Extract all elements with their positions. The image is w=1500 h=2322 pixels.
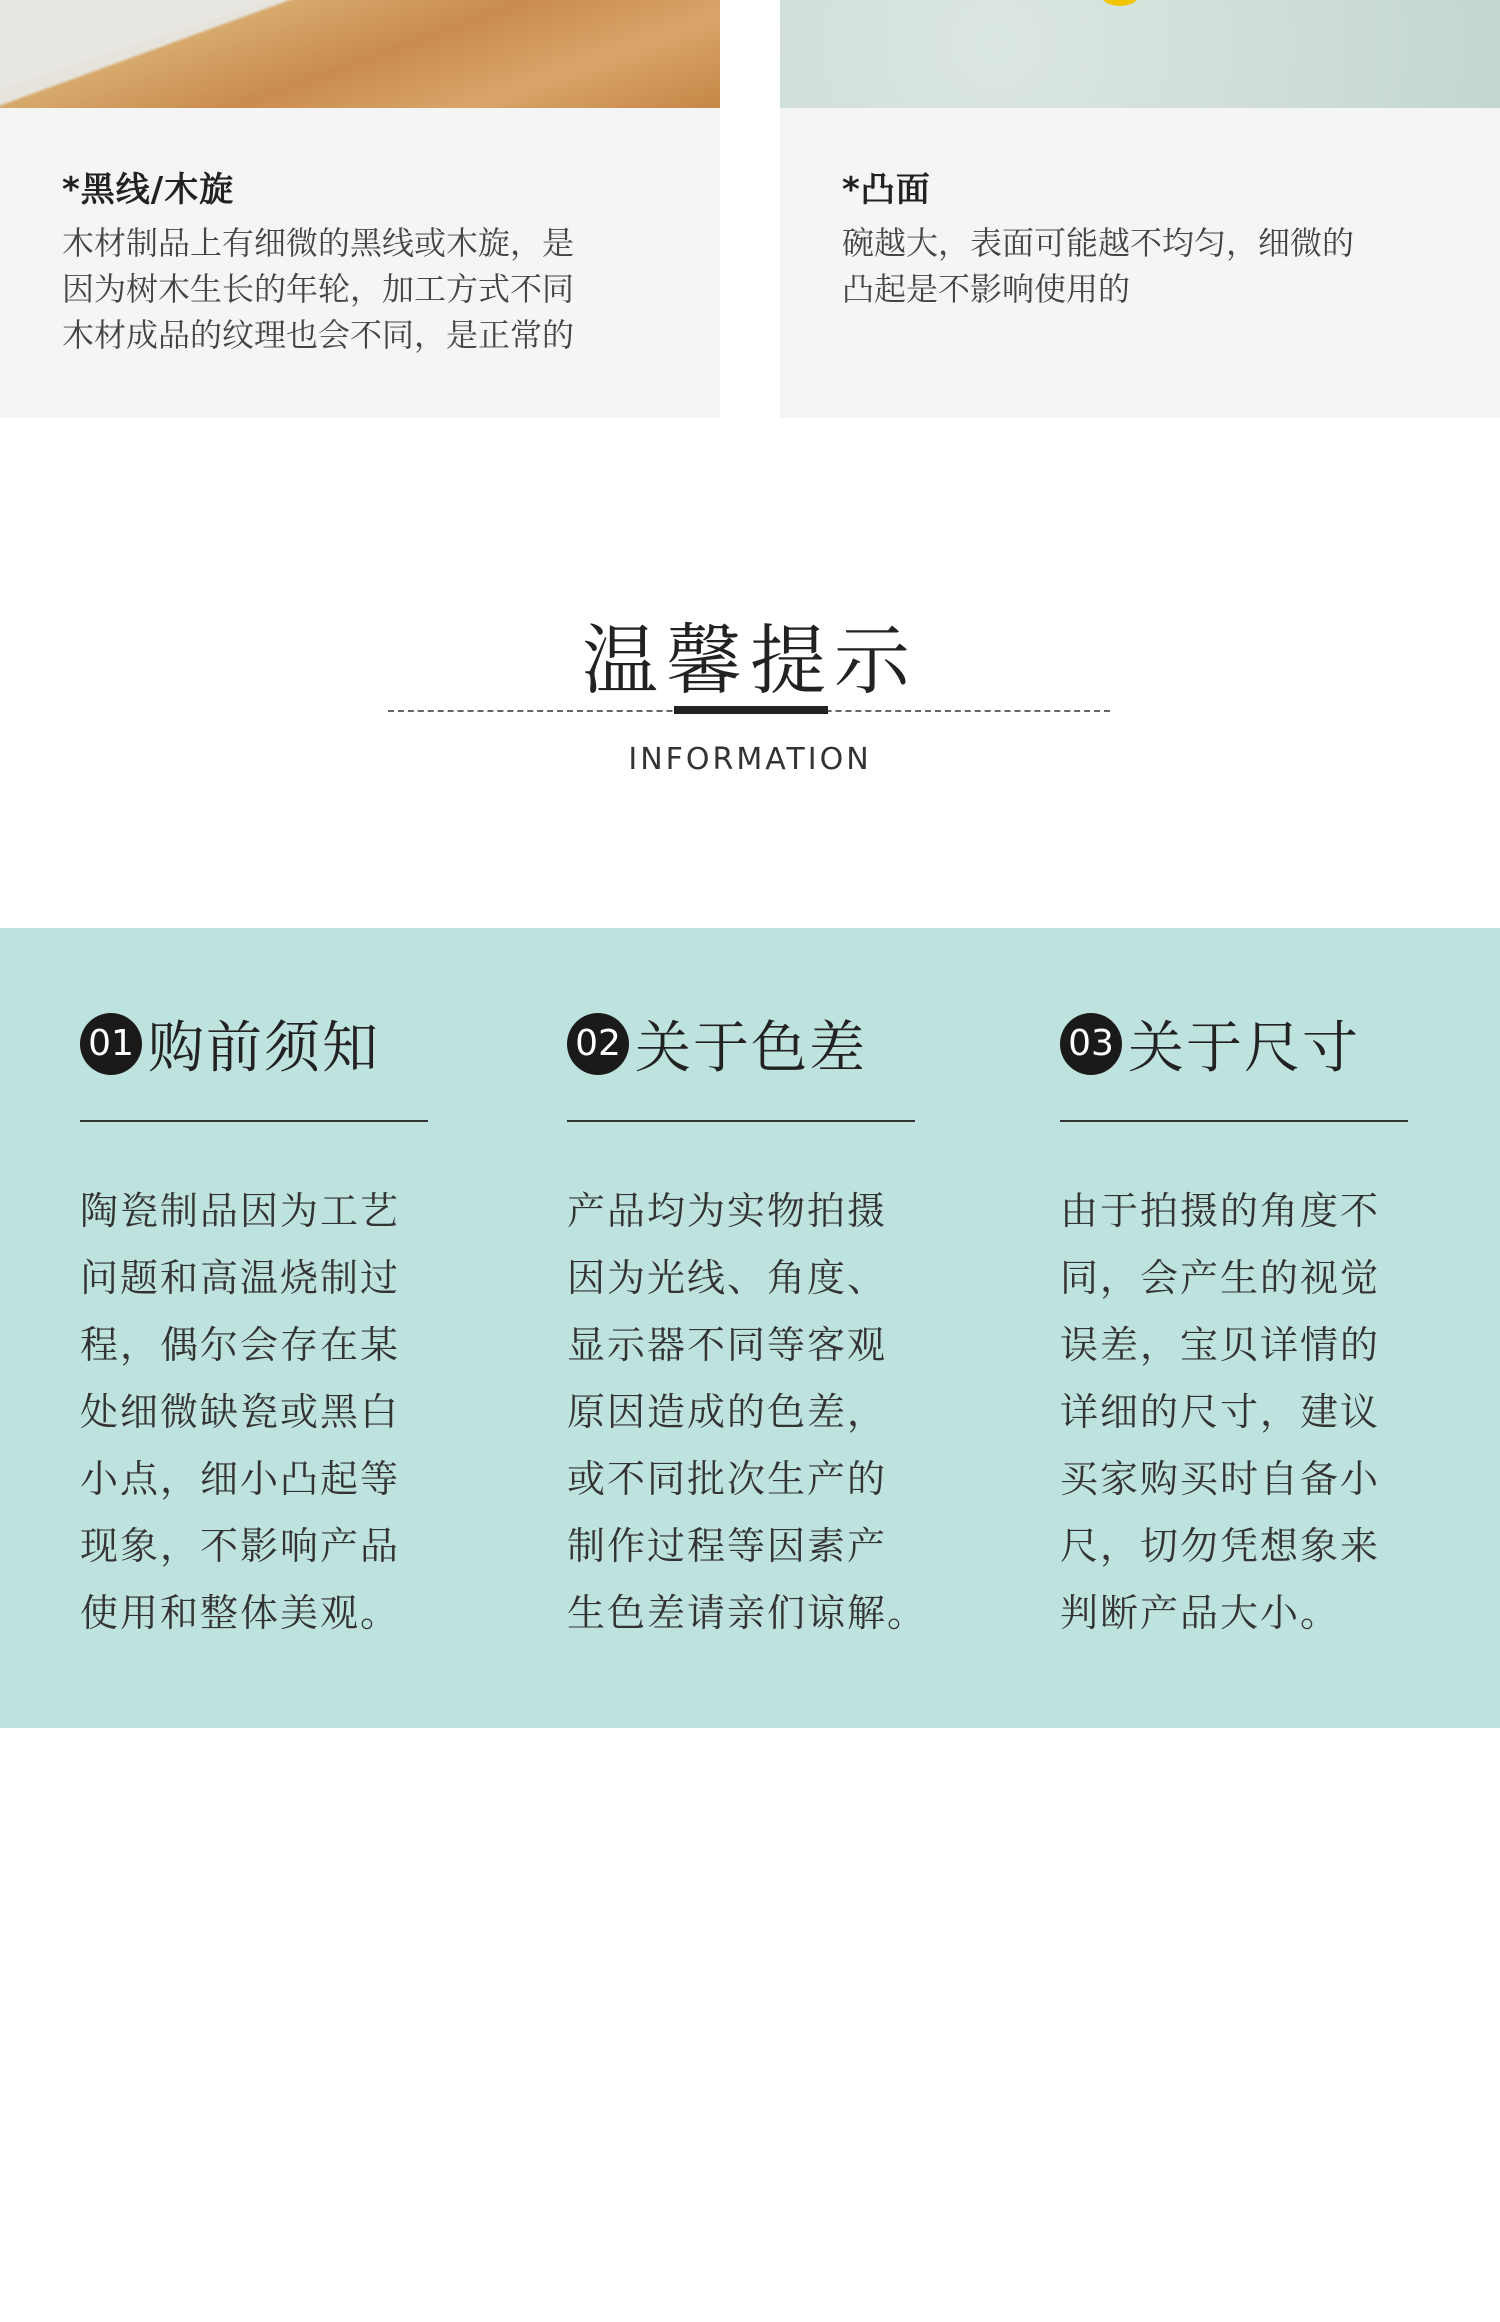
body-line: 原因造成的色差， [567, 1390, 888, 1434]
column-divider [567, 1120, 915, 1122]
info-column-title: 关于尺寸 [1128, 1016, 1360, 1081]
body-line: 误差，宝贝详情的 [1060, 1323, 1381, 1367]
body-line: 判断产品大小。 [1060, 1591, 1341, 1635]
body-line: 程，偶尔会存在某 [80, 1323, 401, 1367]
body-line: 产品均为实物拍摄 [567, 1189, 888, 1233]
info-column-title: 购前须知 [148, 1016, 380, 1081]
information-panel [0, 928, 1500, 1728]
column-divider [1060, 1120, 1408, 1122]
info-column-body [1060, 1178, 1420, 1647]
bowl-note-card [780, 0, 1500, 418]
body-line: 小点，细小凸起等 [80, 1457, 401, 1501]
info-column-body [80, 1178, 440, 1647]
body-line: 问题和高温烧制过 [80, 1256, 401, 1300]
wood-note-text [62, 220, 682, 358]
body-line: 生色差请亲们谅解。 [567, 1591, 928, 1635]
number-badge: 01 [80, 1013, 142, 1075]
column-divider [80, 1120, 428, 1122]
body-line: 因为光线、角度、 [567, 1256, 888, 1300]
body-line: 买家购买时自备小 [1060, 1457, 1381, 1501]
wood-note-line: 木材成品的纹理也会不同，是正常的 [62, 316, 575, 354]
body-line: 详细的尺寸，建议 [1060, 1390, 1381, 1434]
bowl-surface-photo [780, 0, 1500, 108]
title-accent-bar [674, 706, 828, 714]
body-line: 由于拍摄的角度不 [1060, 1189, 1381, 1233]
wood-note-line: 木材制品上有细微的黑线或木旋，是 [62, 224, 575, 262]
section-title: 温馨提示 [582, 616, 918, 705]
wood-note-card [0, 0, 720, 418]
bowl-note-line: 碗越大，表面可能越不均匀，细微的 [842, 224, 1355, 262]
number-badge: 03 [1060, 1013, 1122, 1075]
body-line: 处细微缺瓷或黑白 [80, 1390, 401, 1434]
body-line: 显示器不同等客观 [567, 1323, 888, 1367]
wood-note-title: *黑线/木旋 [62, 170, 235, 210]
body-line: 同，会产生的视觉 [1060, 1256, 1381, 1300]
info-column-title: 关于色差 [635, 1016, 867, 1081]
number-badge: 02 [567, 1013, 629, 1075]
info-column-header [567, 1004, 867, 1081]
wood-board-photo [0, 0, 720, 108]
body-line: 或不同批次生产的 [567, 1457, 888, 1501]
wood-note-line: 因为树木生长的年轮，加工方式不同 [62, 270, 575, 308]
info-column-header [1060, 1004, 1360, 1081]
bowl-note-title: *凸面 [842, 170, 931, 210]
body-line: 使用和整体美观。 [80, 1591, 401, 1635]
body-line: 制作过程等因素产 [567, 1524, 888, 1568]
body-line: 陶瓷制品因为工艺 [80, 1189, 401, 1233]
info-column-body [567, 1178, 927, 1647]
info-column-header [80, 1004, 380, 1081]
body-line: 尺，切勿凭想象来 [1060, 1524, 1381, 1568]
bowl-note-text [842, 220, 1462, 312]
section-subtitle: INFORMATION [628, 742, 872, 777]
bowl-note-line: 凸起是不影响使用的 [842, 270, 1131, 308]
body-line: 现象，不影响产品 [80, 1524, 401, 1568]
